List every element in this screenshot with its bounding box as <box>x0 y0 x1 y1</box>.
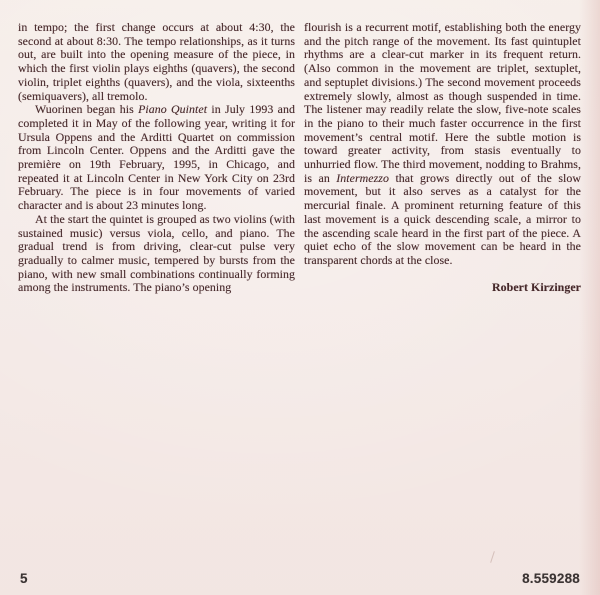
column-left <box>18 21 295 295</box>
paragraph <box>18 213 295 295</box>
work-title: Piano Quintet <box>138 102 208 117</box>
paragraph <box>304 21 581 268</box>
text-columns <box>18 21 581 295</box>
column-right <box>304 21 581 295</box>
text-run: in tempo; the first change occurs at about 4:30, the second at about 8:30. The tempo relationships, as it turns out, are built into the opening measure of the piece, in which the first violin plays eighths (quavers), the second violin, triplet eighths (quavers), and the viola, sixteenths (semiquavers), all tremolo. <box>18 20 295 103</box>
author-byline: Robert Kirzinger <box>492 280 581 295</box>
scan-scratch <box>490 551 495 563</box>
paragraph <box>18 103 295 213</box>
catalog-number: 8.559288 <box>522 571 580 586</box>
text-run: that grows directly out of the slow movement, but it also serves as a catalyst for the mercurial finale. A prominent returning feature of this last movement is a quick descending scale, a mirror to the ascending scale heard in the first part of the piece. A quiet echo of the slow movement can be heard in the transparent chords at the close. <box>304 170 581 267</box>
text-run: At the start the quintet is grouped as two violins (with sustained music) versus viola, cello, and piano. The gradual trend is from driving, clear-cut pulse very gradually to calmer music, tempered by bursts from the piano, with new small combinations continually forming among the instruments. The piano’s opening <box>18 211 295 295</box>
text-run: Wuorinen began his <box>35 102 139 117</box>
text-run: flourish is a recurrent motif, establishing both the energy and the pitch range of the movement. Its fast quintuplet rhythms are a clear-cut marker in its frequent return. (Also common in the movement are triplet, sextuplet, and septuplet divisions.) The second movement proceeds extremely slowly, almost as though suspended in time. The listener may readily relate the slow, five-note scales in the piano to their much faster occurrence in the first movement’s central motif. Here the subtle motion is toward greater activity, from stasis eventually to unhurried flow. The third movement, nodding to Brahms, is an <box>304 20 581 185</box>
text-run: in July 1993 and completed it in May of the following year, writing it for Ursula Oppens and the Arditti Quartet on commission from Lincoln Center. Oppens and the Arditti gave the première on 19th February, 1995, in Chicago, and repeated it at Lincoln Center in New York City on 23rd February. The piece is in four movements of varied character and is about 23 minutes long. <box>18 102 295 213</box>
paragraph <box>18 21 295 103</box>
page-number: 5 <box>20 571 28 586</box>
work-title: Intermezzo <box>336 170 389 185</box>
column-right-text <box>304 21 581 268</box>
